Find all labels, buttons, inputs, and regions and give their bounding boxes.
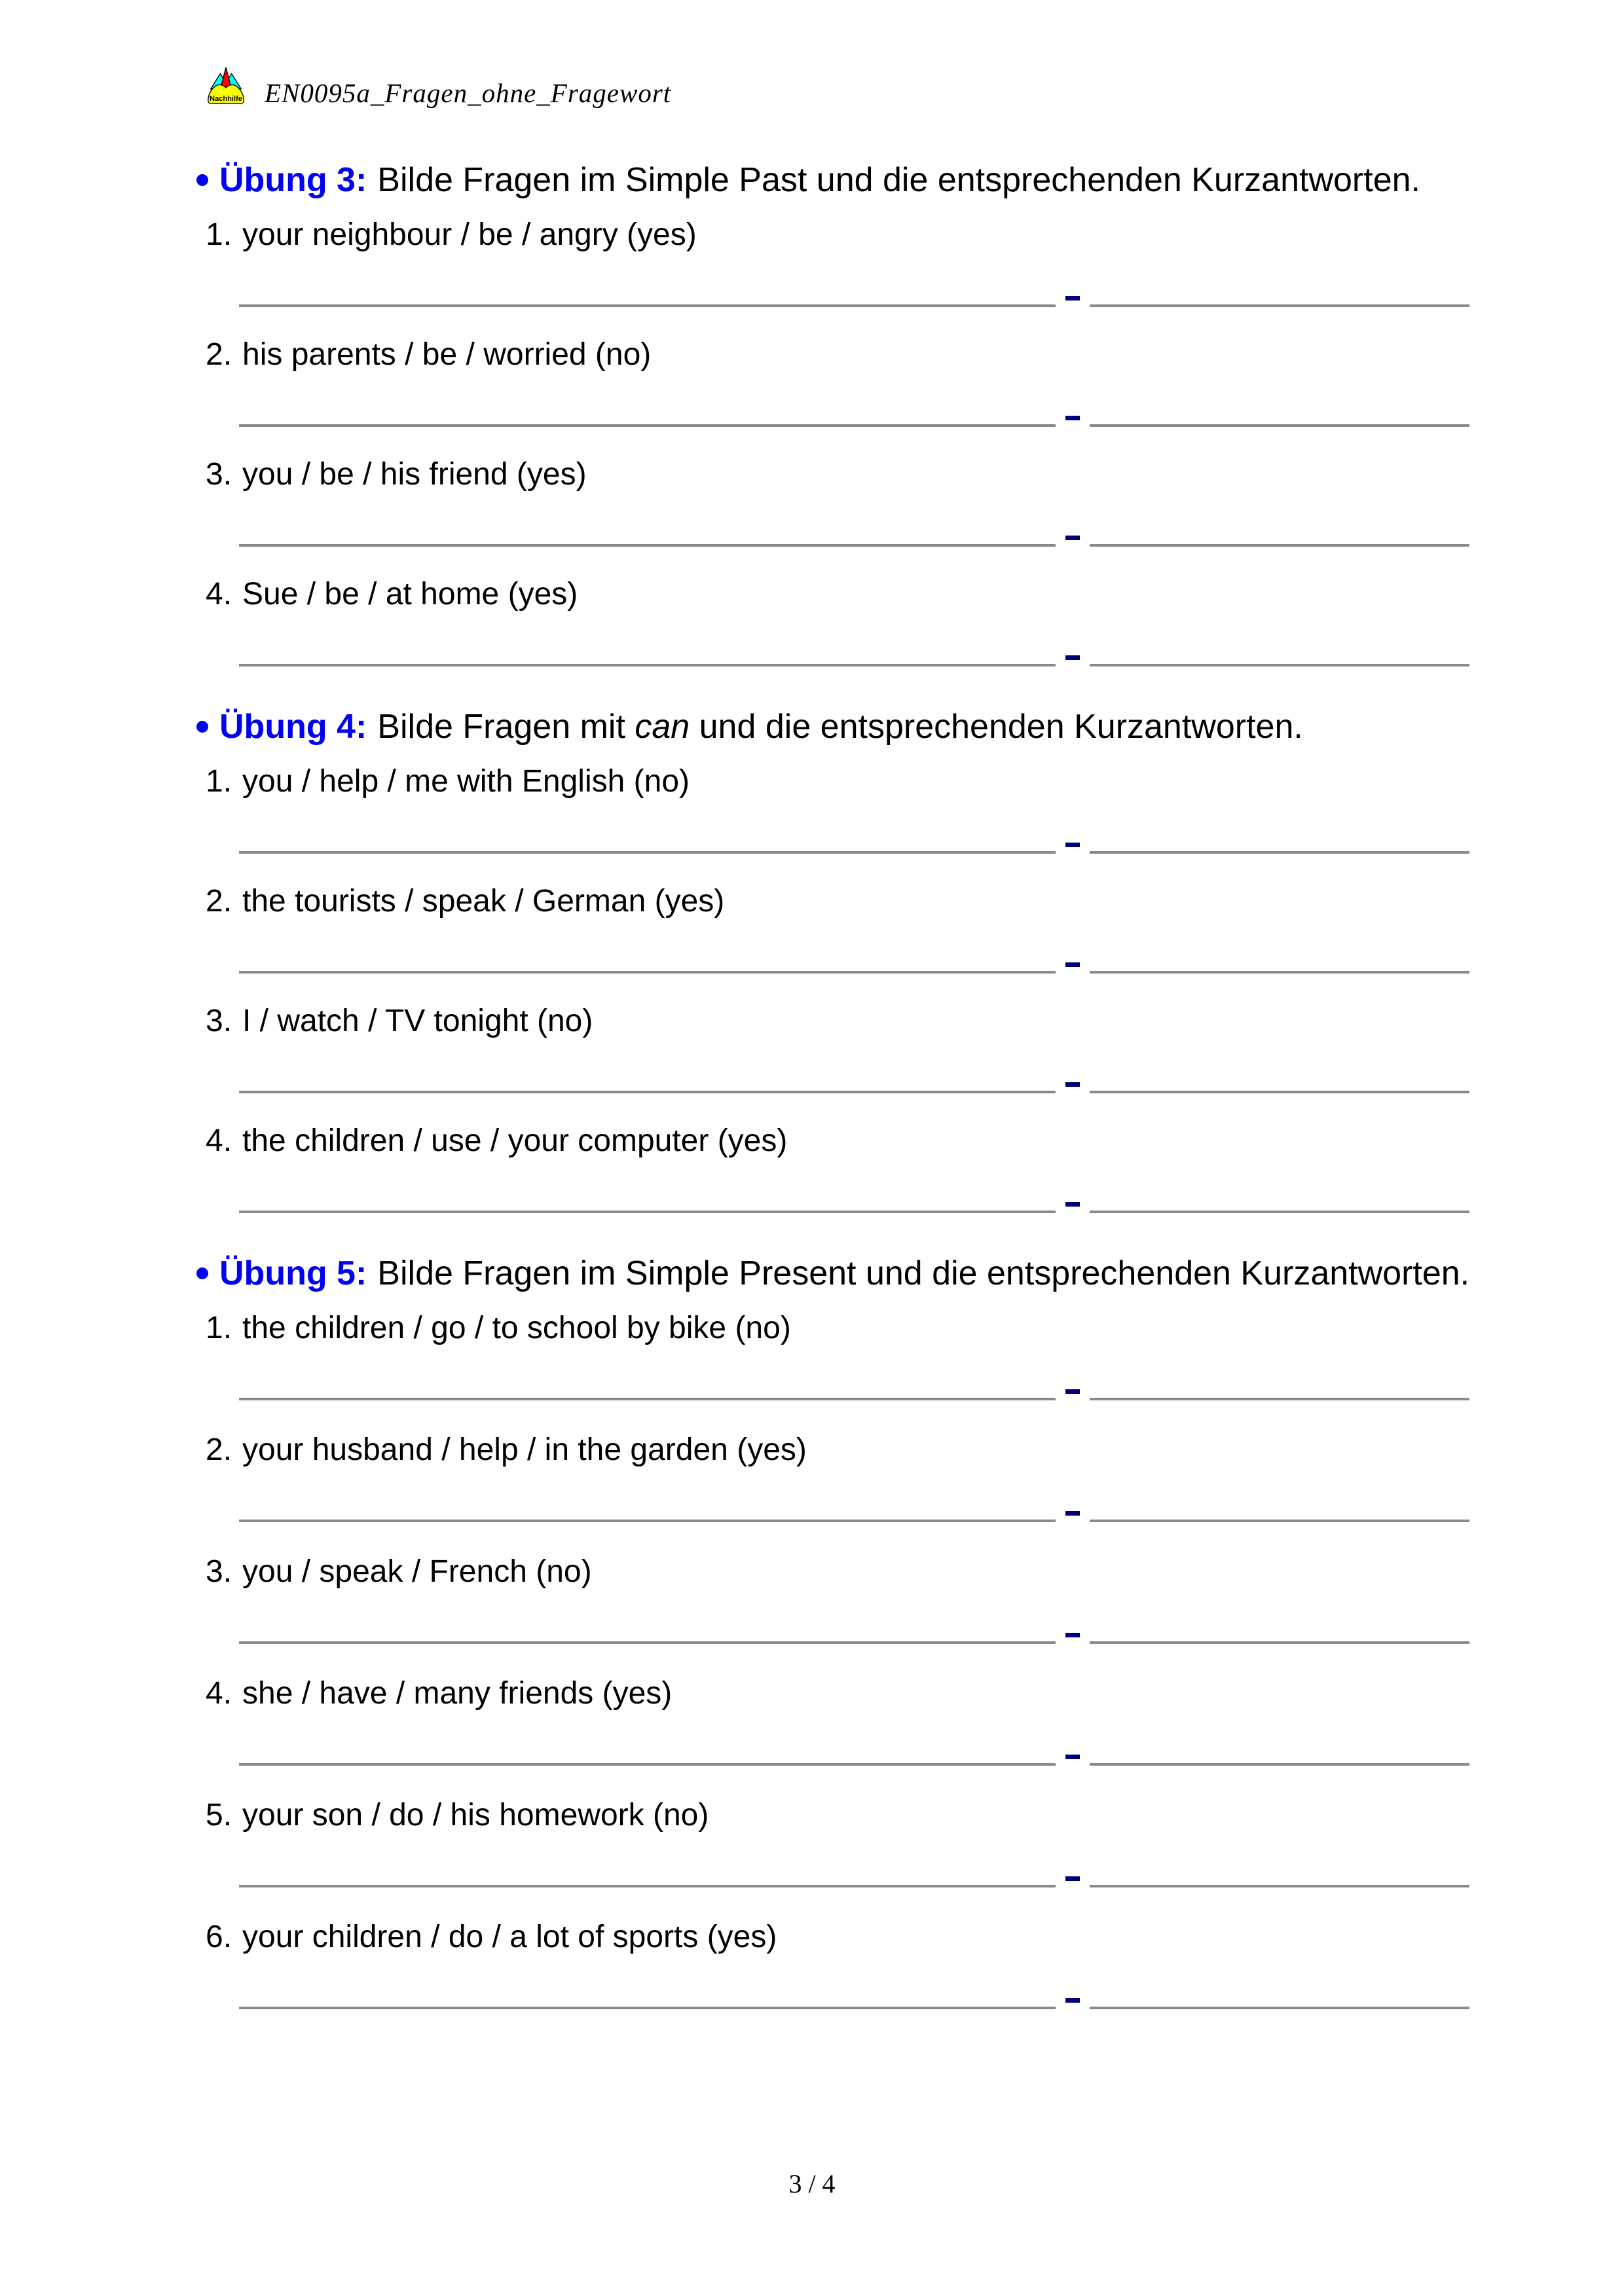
exercise-description — [377, 160, 1420, 200]
item-number: 4. — [206, 1123, 232, 1158]
item-number: 6. — [206, 1920, 232, 1954]
exercise-item — [0, 1310, 1624, 1432]
answer-gap — [1056, 1091, 1090, 1093]
item-prompt: the children / go / to school by bike (no) — [242, 1311, 791, 1345]
item-number: 2. — [206, 337, 232, 372]
item-prompt: his parents / be / worried (no) — [242, 337, 652, 372]
answer-line-short — [1090, 1763, 1469, 1766]
exercise-item — [0, 1675, 1624, 1797]
exercise-description — [377, 1254, 1469, 1293]
answer-row — [239, 2007, 1624, 2009]
exercise-label: Übung 5: — [219, 1254, 367, 1292]
answer-row — [239, 1520, 1624, 1522]
answer-line-short — [1090, 851, 1469, 854]
answer-row — [239, 971, 1624, 974]
exercise-item — [0, 763, 1624, 883]
exercise-item — [0, 1123, 1624, 1243]
answer-line-short — [1090, 1398, 1469, 1400]
answer-line-short — [1090, 1520, 1469, 1522]
exercise-item — [0, 1432, 1624, 1554]
logo-text: Nachhilfe — [209, 95, 243, 103]
answer-line-long — [239, 664, 1056, 666]
answer-line-long — [239, 1763, 1056, 1766]
worksheet-title: EN0095a_Fragen_ohne_Fragewort — [265, 78, 672, 108]
bullet-icon — [196, 174, 208, 186]
answer-line-long — [239, 424, 1056, 427]
item-prompt: Sue / be / at home (yes) — [242, 577, 578, 611]
exercise-heading — [0, 1252, 1624, 1294]
description-text: Bilde Fragen im Simple Present und die entsprechenden Kurzantworten. — [377, 1254, 1470, 1292]
exercise-item — [0, 337, 1624, 456]
description-italic: can — [635, 708, 690, 746]
item-number: 3. — [206, 1554, 232, 1589]
answer-gap — [1056, 1211, 1090, 1213]
answer-separator-dash — [1065, 962, 1080, 967]
exercise-heading — [0, 159, 1624, 201]
item-number: 4. — [206, 577, 232, 611]
answer-row — [239, 1398, 1624, 1400]
item-number: 1. — [206, 217, 232, 252]
item-prompt: your husband / help / in the garden (yes) — [242, 1432, 807, 1467]
answer-separator-dash — [1065, 1998, 1080, 2003]
answer-separator-dash — [1065, 1511, 1080, 1516]
exercise-item — [0, 1554, 1624, 1675]
answer-separator-dash — [1065, 1082, 1080, 1087]
item-number: 2. — [206, 884, 232, 919]
exercise-item — [0, 883, 1624, 1003]
answer-gap — [1056, 1763, 1090, 1766]
exercise-item — [0, 217, 1624, 337]
exercise-section-3 — [0, 159, 1624, 696]
answer-line-short — [1090, 544, 1469, 547]
exercise-label: Übung 3: — [219, 161, 367, 199]
exercise-item — [0, 576, 1624, 696]
answer-row — [239, 1211, 1624, 1213]
description-text: Bilde Fragen mit — [377, 708, 635, 746]
item-prompt: you / speak / French (no) — [242, 1554, 592, 1589]
answer-line-long — [239, 304, 1056, 307]
item-number: 2. — [206, 1432, 232, 1467]
answer-line-short — [1090, 1211, 1469, 1213]
answer-row — [239, 1641, 1624, 1644]
answer-row — [239, 1763, 1624, 1766]
answer-row — [239, 544, 1624, 547]
answer-separator-dash — [1065, 416, 1080, 420]
answer-line-short — [1090, 2007, 1469, 2009]
item-prompt: the tourists / speak / German (yes) — [242, 884, 725, 919]
answer-gap — [1056, 544, 1090, 547]
answer-line-long — [239, 544, 1056, 547]
bullet-icon — [196, 721, 208, 733]
answer-line-long — [239, 1520, 1056, 1522]
answer-line-long — [239, 971, 1056, 974]
answer-row — [239, 424, 1624, 427]
item-number: 1. — [206, 1311, 232, 1345]
answer-line-long — [239, 851, 1056, 854]
answer-row — [239, 1091, 1624, 1093]
answer-row — [239, 1885, 1624, 1887]
answer-line-short — [1090, 424, 1469, 427]
answer-line-long — [239, 1398, 1056, 1400]
item-number: 5. — [206, 1798, 232, 1832]
answer-gap — [1056, 304, 1090, 307]
answer-line-short — [1090, 1091, 1469, 1093]
item-prompt: the children / use / your computer (yes) — [242, 1123, 788, 1158]
answer-line-short — [1090, 304, 1469, 307]
item-prompt: your son / do / his homework (no) — [242, 1798, 709, 1832]
answer-gap — [1056, 971, 1090, 974]
answer-gap — [1056, 1398, 1090, 1400]
page-number: 3 / 4 — [788, 2169, 836, 2198]
answer-line-short — [1090, 1885, 1469, 1887]
item-number: 4. — [206, 1676, 232, 1711]
exercise-section-4 — [0, 706, 1624, 1243]
item-prompt: your neighbour / be / angry (yes) — [242, 217, 697, 252]
item-number: 1. — [206, 764, 232, 799]
item-number: 3. — [206, 1004, 232, 1038]
answer-gap — [1056, 2007, 1090, 2009]
answer-separator-dash — [1065, 1876, 1080, 1881]
item-prompt: you / help / me with English (no) — [242, 764, 690, 799]
answer-gap — [1056, 1520, 1090, 1522]
answer-separator-dash — [1065, 1633, 1080, 1637]
answer-gap — [1056, 1641, 1090, 1644]
answer-separator-dash — [1065, 843, 1080, 847]
answer-line-long — [239, 1885, 1056, 1887]
exercise-item — [0, 456, 1624, 576]
answer-gap — [1056, 851, 1090, 854]
exercise-description — [377, 707, 1303, 746]
item-prompt: she / have / many friends (yes) — [242, 1676, 673, 1711]
answer-separator-dash — [1065, 1389, 1080, 1394]
exercise-heading — [0, 706, 1624, 748]
answer-line-short — [1090, 1641, 1469, 1644]
answer-line-long — [239, 2007, 1056, 2009]
answer-line-short — [1090, 971, 1469, 974]
answer-gap — [1056, 424, 1090, 427]
exercise-item — [0, 1003, 1624, 1123]
answer-row — [239, 851, 1624, 854]
answer-line-long — [239, 1211, 1056, 1213]
description-text: Bilde Fragen im Simple Past und die entsprechenden Kurzantworten. — [377, 161, 1420, 199]
item-prompt: I / watch / TV tonight (no) — [242, 1004, 593, 1038]
answer-line-long — [239, 1091, 1056, 1093]
item-prompt: your children / do / a lot of sports (yes) — [242, 1920, 777, 1954]
bullet-icon — [196, 1267, 208, 1279]
description-tail: und die entsprechenden Kurzantworten. — [690, 708, 1303, 746]
answer-row — [239, 304, 1624, 307]
answer-gap — [1056, 664, 1090, 666]
exercise-item — [0, 1919, 1624, 2041]
answer-separator-dash — [1065, 655, 1080, 660]
nachhilfe-logo — [207, 65, 245, 106]
answer-line-short — [1090, 664, 1469, 666]
exercise-item — [0, 1797, 1624, 1919]
item-prompt: you / be / his friend (yes) — [242, 457, 587, 492]
answer-separator-dash — [1065, 536, 1080, 540]
exercise-label: Übung 4: — [219, 708, 367, 746]
item-number: 3. — [206, 457, 232, 492]
answer-row — [239, 664, 1624, 666]
exercise-section-5 — [0, 1252, 1624, 2041]
answer-line-long — [239, 1641, 1056, 1644]
answer-separator-dash — [1065, 296, 1080, 301]
answer-separator-dash — [1065, 1755, 1080, 1759]
answer-separator-dash — [1065, 1202, 1080, 1207]
answer-gap — [1056, 1885, 1090, 1887]
